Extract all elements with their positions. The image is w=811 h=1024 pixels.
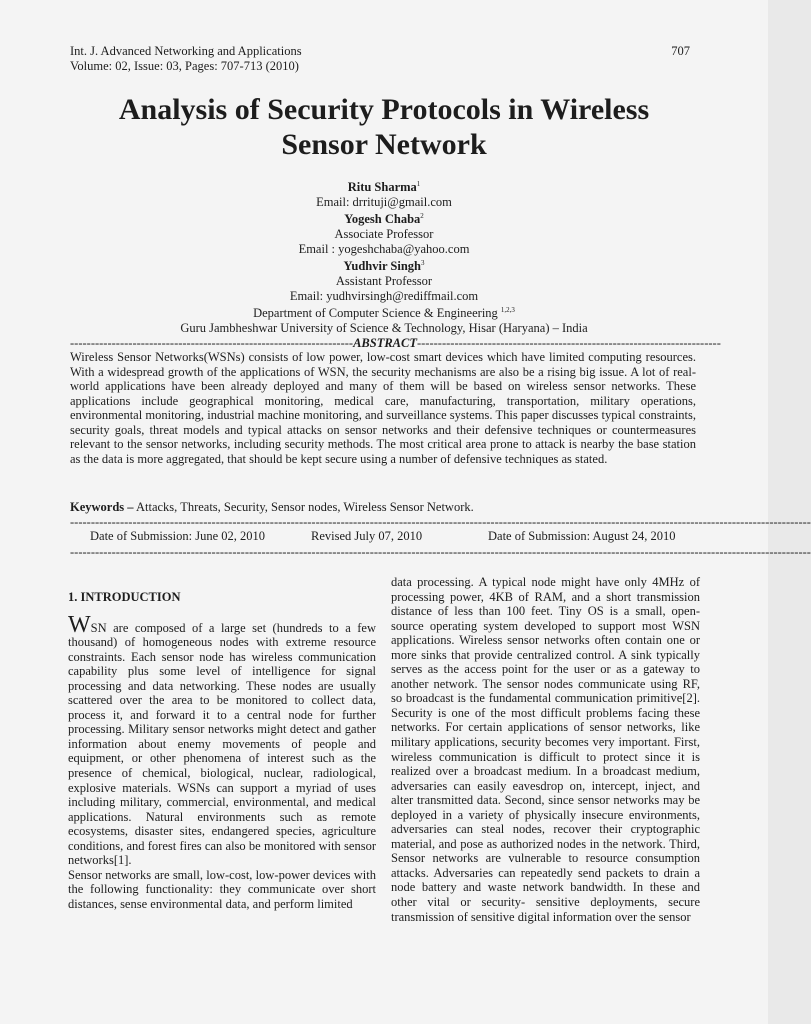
author-3-sup: 3 <box>420 259 425 268</box>
journal-name: Int. J. Advanced Networking and Applications <box>70 44 302 58</box>
divider-bottom: ---------------------------------------------------------------------------------------------------------------------------------------------------------------------------------- <box>70 545 811 559</box>
intro-paragraph-2: Sensor networks are small, low-cost, low-power devices with the following functionality: they communicate over short distances, sense environmental data, and perform limited <box>68 867 376 911</box>
title-line-2: Sensor Network <box>281 128 487 161</box>
author-1-email: Email: drrituji@gmail.com <box>316 194 452 209</box>
paper-title <box>60 92 708 162</box>
divider-top: ---------------------------------------------------------------------------------------------------------------------------------------------------------------------------------- <box>70 515 811 529</box>
abstract-text: Wireless Sensor Networks(WSNs) consists of low power, low-cost smart devices which have limited computing resources. With a widespread growth of the applications of WSN, the security mechanisms are also be a rising big issue. A lot of real-world applications have been already deployed and many of them will be based on wireless sensor networks. These applications include geographical monitoring, medical care, manufacturing, transportation, military operations, environmental monitoring, industrial machine monitoring, and surveillance systems. This paper discusses typical constraints, security goals, threat models and typical attacks on sensor networks and their defensive techniques or countermeasures relevant to the sensor networks, including security methods. The most critical area prone to attack is nearby the base station as the data is more aggregated, that should be kept secure using a number of defensive techniques as stated. <box>70 350 696 466</box>
author-block <box>84 177 684 336</box>
right-column <box>391 575 700 924</box>
author-2-name: Yogesh Chaba <box>344 212 421 227</box>
author-3-email: Email: yudhvirsingh@rediffmail.com <box>289 288 479 303</box>
author-3-name: Yudhvir Singh <box>343 259 421 274</box>
title-line-1: Analysis of Security Protocols in Wireless <box>118 93 650 126</box>
page-number: 707 <box>671 44 690 58</box>
right-column-text: data processing. A typical node might have only 4MHz of processing power, 4KB of RAM, and a short transmission distance of less than 100 feet. Tiny OS is a small, open-source operating system developed to support most WSN applications. Wireless sensor networks often contain one or more sinks that provide centralized control. A sink typically serves as the access point for the user or as a gateway to another network. The sensor nodes communicate using RF, so broadcast is the fundamental communication primitive[2]. Security is one of the most difficult problems facing these networks. For certain applications of sensor networks, like military applications, security becomes very important. First, wireless communication is difficult to protect since it is realized over a broadcast medium. In a broadcast medium, adversaries can easily eavesdrop on, intercept, inject, and alter transmitted data. Second, since sensor networks may be deployed in a variety of physically insecure environments, adversaries can steal nodes, recover their cryptographic material, and pose as authorized nodes in the network. Third, Sensor networks are vulnerable to resource consumption attacks. Adversaries can repeatedly send packets to drain a node battery and waste network bandwidth. In these and other vital or security- sensitive deployments, secure transmission of sensitive digital information over the sensor <box>391 575 700 924</box>
abstract-rule <box>70 336 721 350</box>
department: Department of Computer Science & Engineering <box>253 306 498 321</box>
drop-cap: W <box>68 611 91 638</box>
keywords-label: Keywords – <box>70 500 134 514</box>
keywords <box>70 500 696 515</box>
abstract-label: ABSTRACT <box>353 336 417 350</box>
date-revised: Revised July 07, 2010 <box>311 529 423 543</box>
divider-right: ------------------------------------------------------------------------- <box>416 336 721 350</box>
date-submission: Date of Submission: June 02, 2010 <box>90 529 265 543</box>
divider-left: -------------------------------------------------------------------- <box>70 336 354 350</box>
university: Guru Jambheshwar University of Science & Technology, Hisar (Haryana) – India <box>180 320 588 335</box>
section-heading: 1. INTRODUCTION <box>68 590 181 604</box>
running-header <box>70 44 302 73</box>
intro-paragraph-1: WSN are composed of a large set (hundreds to a few thousand) of homogeneous nodes with extreme resource constraints. Each sensor node has wireless communication capability plus some level of intelligence for signal processing and data networking. These nodes are usually scattered over the area to be monitored to collect data, process it, and forward it to a central node for further processing. Military sensor networks might detect and gather information about enemy movements of people and equipment, or other phenomena of interest such as the presence of chemical, biological, nuclear, radiological, explosive materials. WSNs can support a myriad of uses including military, commercial, environmental, and medical applications. Natural environments such as remote ecosystems, disaster sites, endangered species, agriculture conditions, and forest fires can also be monitored with sensor networks[1]. <box>68 611 376 868</box>
date-acceptance: Date of Submission: August 24, 2010 <box>488 529 676 543</box>
author-1-name: Ritu Sharma <box>347 180 417 195</box>
author-1-sup: 1 <box>416 180 421 188</box>
left-column <box>68 590 376 911</box>
keywords-text: Attacks, Threats, Security, Sensor nodes, Wireless Sensor Network. <box>135 500 474 514</box>
author-2-sup: 2 <box>420 212 424 221</box>
author-3-role: Assistant Professor <box>335 274 433 289</box>
department-sup: 1,2,3 <box>500 306 515 315</box>
author-2-email: Email : yogeshchaba@yahoo.com <box>298 241 470 256</box>
volume-info: Volume: 02, Issue: 03, Pages: 707-713 (2010) <box>70 58 299 73</box>
author-2-role: Associate Professor <box>334 227 434 242</box>
